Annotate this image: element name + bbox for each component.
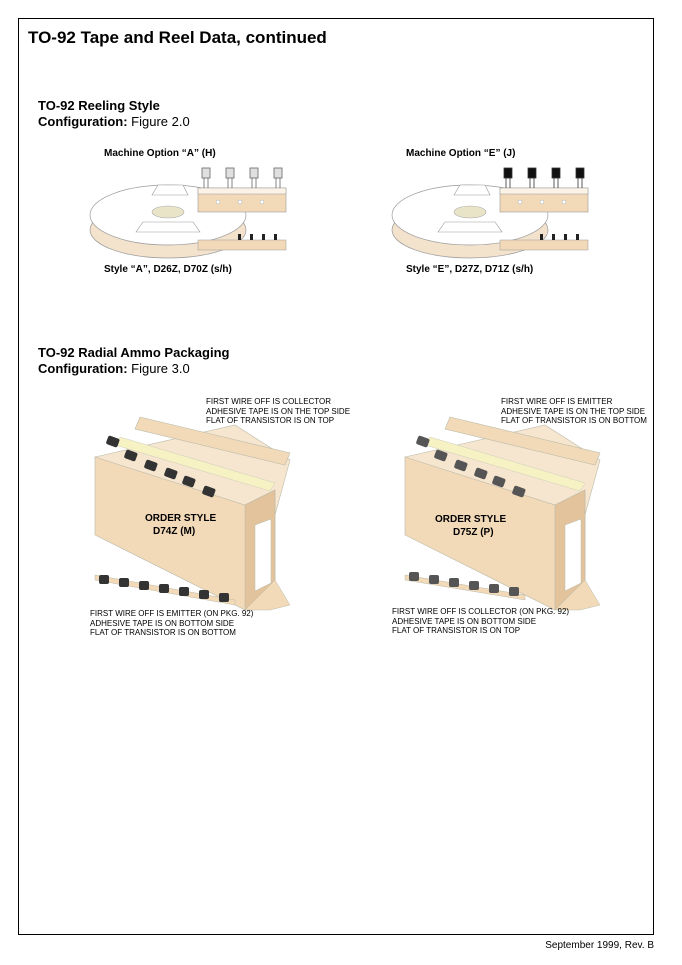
- reel-e-illustration: [390, 160, 600, 265]
- ammo-right-order-value: D75Z (P): [453, 527, 494, 538]
- note-line: ADHESIVE TAPE IS ON BOTTOM SIDE: [392, 616, 537, 626]
- note-line: FIRST WIRE OFF IS EMITTER (ON PKG. 92): [90, 609, 254, 618]
- ammo-right-order-label: ORDER STYLE: [435, 514, 507, 525]
- ammo-left-order-label: ORDER STYLE: [145, 513, 217, 524]
- reeling-config-value: Figure 2.0: [131, 114, 190, 129]
- style-e-label: Style “E”, D27Z, D71Z (s/h): [406, 264, 534, 275]
- page-footer-date: September 1999, Rev. B: [545, 940, 654, 951]
- ammo-box-d74z-illustration: [95, 415, 300, 615]
- reeling-section-title: TO-92 Reeling Style: [38, 98, 160, 113]
- ammo-box-d75z-illustration: [405, 415, 610, 615]
- reeling-config-label: Configuration:: [38, 114, 128, 129]
- machine-option-e-label: Machine Option “E” (J): [406, 148, 516, 159]
- note-line: FIRST WIRE OFF IS COLLECTOR (ON PKG. 92): [392, 607, 570, 616]
- reel-a-illustration: [88, 160, 298, 265]
- note-line: ADHESIVE TAPE IS ON BOTTOM SIDE: [90, 618, 235, 628]
- reeling-configuration: [38, 114, 190, 129]
- ammo-config-label: Configuration:: [38, 361, 128, 376]
- page-title: TO-92 Tape and Reel Data, continued: [28, 28, 327, 47]
- note-line: FLAT OF TRANSISTOR IS ON TOP: [392, 626, 521, 635]
- note-line: ADHESIVE TAPE IS ON THE TOP SIDE: [206, 406, 351, 416]
- note-line: ADHESIVE TAPE IS ON THE TOP SIDE: [501, 406, 646, 416]
- style-a-label: Style “A”, D26Z, D70Z (s/h): [104, 264, 232, 275]
- ammo-section-title: TO-92 Radial Ammo Packaging: [38, 345, 230, 360]
- note-line: FIRST WIRE OFF IS COLLECTOR: [206, 397, 332, 406]
- note-line: FLAT OF TRANSISTOR IS ON BOTTOM: [90, 628, 236, 637]
- ammo-right-bottom-notes: [392, 607, 569, 636]
- ammo-configuration: [38, 361, 190, 376]
- note-line: FLAT OF TRANSISTOR IS ON BOTTOM: [501, 416, 647, 425]
- machine-option-a-label: Machine Option “A” (H): [104, 148, 216, 159]
- note-line: FIRST WIRE OFF IS EMITTER: [501, 397, 613, 406]
- ammo-left-bottom-notes: [90, 609, 253, 638]
- note-line: FLAT OF TRANSISTOR IS ON TOP: [206, 416, 335, 425]
- ammo-config-value: Figure 3.0: [131, 361, 190, 376]
- ammo-left-order-value: D74Z (M): [153, 526, 196, 537]
